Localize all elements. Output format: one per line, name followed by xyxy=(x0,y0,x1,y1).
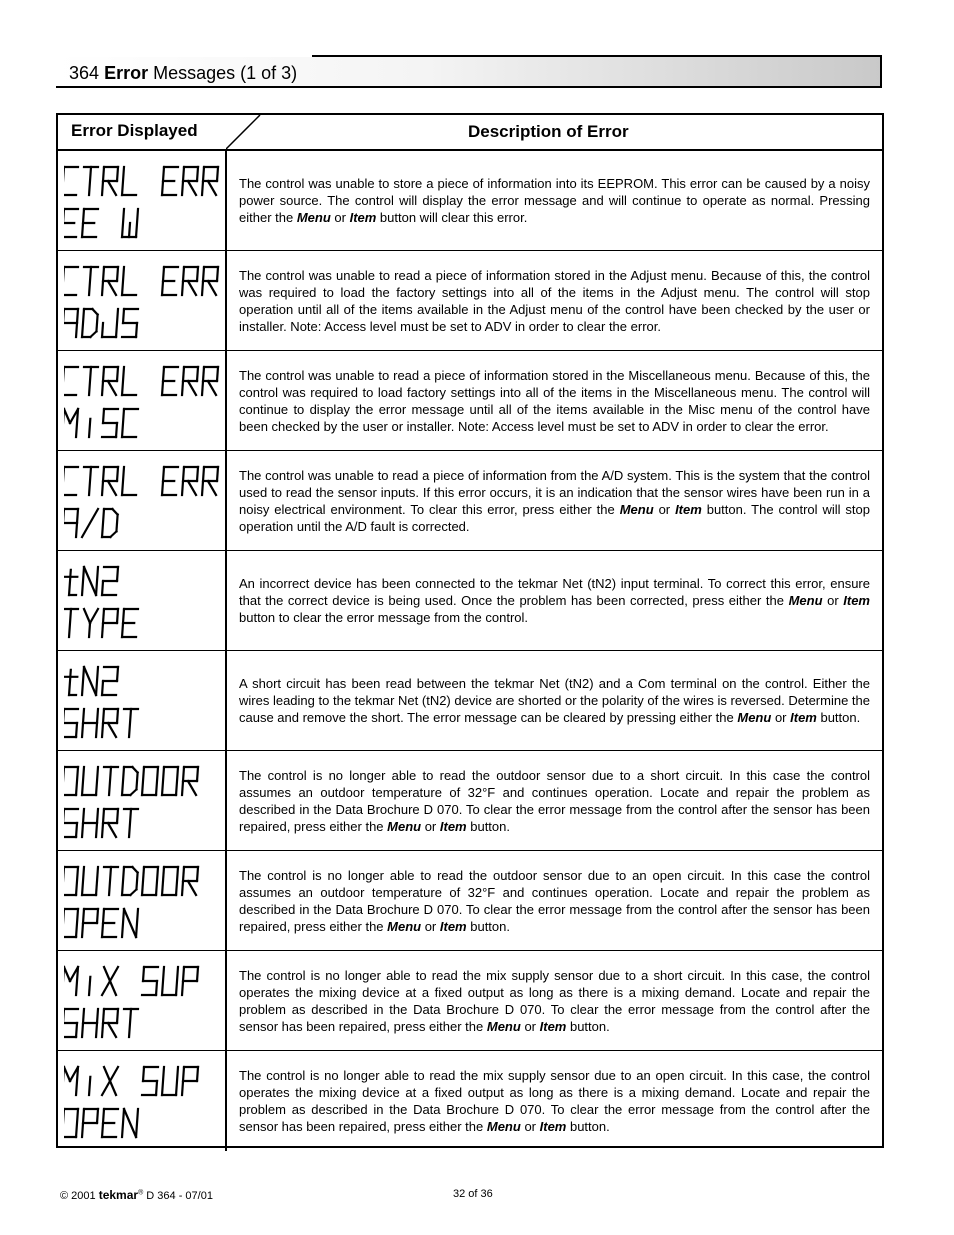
error-display-cell xyxy=(58,251,227,350)
lcd-character xyxy=(82,867,98,895)
error-description-cell xyxy=(239,251,870,350)
lcd-display xyxy=(64,863,224,943)
lcd-character xyxy=(122,809,138,837)
description-text: The control was unable to read a piece of information stored in the Adjust menu. Because of this, the control was required to load the factory settings into all of the items in the Adjust menu. The control will stop operation until all of the items available in the Adjust menu of the control have been checked by the user or installer. Note: Access level must be set to ADV in order to clear the error. xyxy=(239,267,870,334)
lcd-character xyxy=(182,767,198,795)
table-header xyxy=(58,115,882,151)
lcd-character xyxy=(64,367,78,395)
lcd-character xyxy=(89,977,90,995)
error-description xyxy=(239,575,870,626)
lcd-character xyxy=(82,209,98,237)
lcd-character xyxy=(122,367,138,395)
error-display-cell xyxy=(58,451,227,550)
lcd-character xyxy=(82,609,98,637)
lcd-character xyxy=(82,167,98,195)
lcd-character xyxy=(102,809,118,837)
lcd-display xyxy=(64,163,224,243)
lcd-character xyxy=(82,467,98,495)
description-text: or xyxy=(822,593,844,608)
lcd-character xyxy=(102,609,118,637)
title-bold: Error xyxy=(104,63,149,83)
lcd-character xyxy=(162,1067,178,1095)
lcd-character xyxy=(82,267,98,295)
lcd-character xyxy=(122,867,138,895)
description-text: button. xyxy=(816,710,861,725)
description-text: button will clear this error. xyxy=(376,210,528,225)
lcd-character xyxy=(64,967,78,995)
error-table xyxy=(56,113,884,1148)
lcd-character xyxy=(182,1067,198,1095)
lcd-character xyxy=(162,967,178,995)
lcd-character xyxy=(64,909,78,937)
error-description-cell xyxy=(239,851,870,950)
lcd-character xyxy=(142,767,158,795)
button-name: Menu xyxy=(788,593,823,608)
lcd-display xyxy=(64,563,224,643)
lcd-character xyxy=(82,1109,98,1137)
table-row xyxy=(58,751,882,851)
lcd-character xyxy=(162,167,178,195)
lcd-character xyxy=(182,167,198,195)
title-prefix: 364 xyxy=(69,63,100,83)
error-description-cell xyxy=(239,351,870,450)
button-name: Item xyxy=(439,918,467,934)
lcd-character xyxy=(122,609,138,637)
button-name: Menu xyxy=(619,501,654,517)
lcd-character xyxy=(122,1109,138,1137)
button-name: Menu xyxy=(296,210,331,225)
description-text: The control was unable to read a piece of information from the A/D system. This is the system that the control used to read the sensor inputs. If this error occurs, it is an indication that the sensor wires have been run in a noisy electrical environment. To clear this error, press either the xyxy=(239,467,870,517)
button-name: Menu xyxy=(387,918,422,934)
lcd-character xyxy=(89,419,90,437)
description-text: The control is no longer able to read the mix supply sensor due to a short circuit. In this case, the control operates the mixing device at a fixed output as long as there is a mixing demand. Locate and repair the problem as described in the Data Brochure D 070. To clear the error message from the control after the sensor has been repaired, press either the xyxy=(239,967,870,1034)
description-text: or xyxy=(421,818,440,834)
button-name: Menu xyxy=(387,818,422,834)
lcd-character xyxy=(162,467,178,495)
header-divider xyxy=(226,115,266,149)
lcd-character xyxy=(64,167,78,195)
lcd-display xyxy=(64,363,224,443)
table-row xyxy=(58,351,882,451)
lcd-character xyxy=(82,767,98,795)
error-description xyxy=(239,267,870,335)
description-text: button. xyxy=(566,1119,610,1134)
error-description-cell xyxy=(239,1051,870,1151)
lcd-character xyxy=(89,1077,90,1095)
error-description xyxy=(239,767,870,835)
button-name: Item xyxy=(675,501,702,517)
column-header-display: Error Displayed xyxy=(71,121,198,140)
lcd-display xyxy=(64,463,224,543)
error-display-cell xyxy=(58,651,227,750)
description-text: The control is no longer able to read the outdoor sensor due to an open circuit. In this case the control assumes an outdoor temperature of 32°F and continues operation. Locate and repair the problem as described in the Data Brochure D 070. To clear the error message from the control after the sensor has been repaired, press either the xyxy=(239,867,870,934)
button-name: Item xyxy=(843,593,870,608)
description-text: A short circuit has been read between the tekmar Net (tN2) and a Com terminal on the control. Either the wires leading to the tekmar Net (tN2) device are shorted or the polarity of the wires is reversed. Determine the cause and remove the short. The error message can be cleared by pressing either the xyxy=(239,676,870,725)
error-display-cell xyxy=(58,851,227,950)
lcd-character xyxy=(82,667,98,695)
lcd-character xyxy=(64,570,78,595)
lcd-character xyxy=(82,367,98,395)
lcd-character xyxy=(64,809,78,837)
lcd-character xyxy=(142,867,158,895)
error-description xyxy=(239,967,870,1035)
lcd-character xyxy=(82,509,98,537)
description-text: The control is no longer able to read the outdoor sensor due to a short circuit. In this case the control assumes an outdoor temperature of 32°F and continues operation. Locate and repair the problem as described in the Data Brochure D 070. To clear the error message from the control after the sensor has been repaired, press either the xyxy=(239,767,870,834)
lcd-character xyxy=(102,309,118,337)
error-description xyxy=(239,467,870,535)
lcd-character xyxy=(64,467,78,495)
lcd-display xyxy=(64,263,224,343)
table-row xyxy=(58,951,882,1051)
lcd-character xyxy=(102,909,118,937)
error-display-cell xyxy=(58,151,227,250)
lcd-character xyxy=(102,1067,118,1095)
lcd-character xyxy=(102,167,118,195)
lcd-character xyxy=(64,509,78,537)
lcd-character xyxy=(102,767,118,795)
table-row xyxy=(58,851,882,951)
table-body xyxy=(58,151,882,1146)
lcd-character xyxy=(102,509,118,537)
table-row xyxy=(58,651,882,751)
lcd-character xyxy=(122,167,138,195)
lcd-character xyxy=(122,409,138,437)
lcd-display xyxy=(64,663,224,743)
table-row xyxy=(58,1051,882,1151)
lcd-character xyxy=(182,267,198,295)
lcd-character xyxy=(162,367,178,395)
lcd-character xyxy=(122,467,138,495)
description-text: button. xyxy=(466,818,510,834)
description-text: or xyxy=(421,918,440,934)
lcd-character xyxy=(102,867,118,895)
lcd-character xyxy=(64,309,78,337)
lcd-character xyxy=(102,1009,118,1037)
lcd-character xyxy=(64,209,78,237)
description-text: An incorrect device has been connected to the tekmar Net (tN2) input terminal. To correct this error, ensure that the correct device is being used. Once the problem has been corrected, press either the xyxy=(239,576,870,608)
description-text: button. xyxy=(466,918,510,934)
lcd-character xyxy=(82,1009,98,1037)
lcd-character xyxy=(82,309,98,337)
lcd-display xyxy=(64,763,224,843)
description-text: button to clear the error message from the control. xyxy=(239,610,529,625)
lcd-character xyxy=(162,867,178,895)
error-description xyxy=(239,367,870,435)
button-name: Item xyxy=(539,1018,567,1034)
error-display-cell xyxy=(58,751,227,850)
lcd-character xyxy=(122,209,138,237)
lcd-character xyxy=(102,667,118,695)
lcd-character xyxy=(122,309,138,337)
lcd-character xyxy=(64,1009,78,1037)
lcd-character xyxy=(82,909,98,937)
lcd-character xyxy=(64,1109,78,1137)
lcd-character xyxy=(102,467,118,495)
lcd-character xyxy=(102,1109,118,1137)
title-suffix: Messages (1 of 3) xyxy=(153,63,298,83)
description-text: or xyxy=(771,710,791,725)
button-name: Item xyxy=(790,710,817,725)
document-code: D 364 - 07/01 xyxy=(146,1190,213,1202)
error-description-cell xyxy=(239,151,870,250)
lcd-character xyxy=(122,767,138,795)
lcd-character xyxy=(122,267,138,295)
error-description xyxy=(239,175,870,226)
table-row xyxy=(58,551,882,651)
lcd-character xyxy=(182,467,198,495)
description-text: The control was unable to store a piece of information into its EEPROM. This error can be caused by a noisy power source. The control will display the error message and will continue to operate as normal. Pressing either the xyxy=(239,176,870,225)
error-display-cell xyxy=(58,351,227,450)
page-header xyxy=(56,55,882,88)
error-description-cell xyxy=(239,651,870,750)
lcd-character xyxy=(64,670,78,695)
button-name: Menu xyxy=(486,1018,521,1034)
lcd-character xyxy=(102,967,118,995)
button-name: Menu xyxy=(737,710,772,725)
error-description xyxy=(239,675,870,726)
lcd-character xyxy=(64,267,78,295)
lcd-character xyxy=(102,367,118,395)
lcd-character xyxy=(122,1009,138,1037)
description-text: or xyxy=(330,210,350,225)
error-description xyxy=(239,1067,870,1135)
error-description-cell xyxy=(239,751,870,850)
lcd-character xyxy=(182,867,198,895)
lcd-character xyxy=(182,967,198,995)
brand-logo: tekmar xyxy=(98,1188,139,1202)
lcd-character xyxy=(142,967,158,995)
lcd-character xyxy=(102,567,118,595)
lcd-character xyxy=(64,609,78,637)
lcd-display xyxy=(64,1063,224,1143)
button-name: Menu xyxy=(486,1119,521,1134)
description-text: The control was unable to read a piece of information stored in the Miscellaneous menu. Because of this, the control was required to load factory settings into all of the items in the Miscellaneous menu. The control will continue to display the error message until all of the items available in the Misc menu of the control have been checked by the user or installer. Note: Access level must be set to ADV in order to clear the error. xyxy=(239,367,870,434)
lcd-character xyxy=(64,409,78,437)
table-row xyxy=(58,451,882,551)
button-name: Item xyxy=(349,210,377,225)
copyright: © 2001 xyxy=(60,1190,96,1202)
lcd-character xyxy=(64,1067,78,1095)
lcd-character xyxy=(82,709,98,737)
lcd-character xyxy=(64,709,78,737)
footer-left xyxy=(60,1188,213,1202)
column-header-description: Description of Error xyxy=(468,122,629,141)
table-row xyxy=(58,251,882,351)
lcd-character xyxy=(102,409,118,437)
lcd-character xyxy=(122,909,138,937)
table-row xyxy=(58,151,882,251)
lcd-character xyxy=(64,767,78,795)
lcd-character xyxy=(142,1067,158,1095)
description-text: button. The control will stop operation until the A/D fault is corrected. xyxy=(239,501,870,534)
lcd-character xyxy=(64,867,78,895)
description-text: or xyxy=(653,501,676,517)
lcd-character xyxy=(82,567,98,595)
lcd-display xyxy=(64,963,224,1043)
lcd-character xyxy=(202,267,218,295)
error-display-cell xyxy=(58,1051,227,1151)
description-text: The control is no longer able to read the mix supply sensor due to an open circuit. In this case, the control operates the mixing device at a fixed output as long as there is a mixing demand. Locate and repair the problem as described in the Data Brochure D 070. To clear the error message from the control after the sensor has been repaired, press either the xyxy=(239,1068,870,1134)
lcd-character xyxy=(202,367,218,395)
description-text: button. xyxy=(566,1018,610,1034)
error-description-cell xyxy=(239,951,870,1050)
page-title xyxy=(69,63,297,84)
description-text: or xyxy=(520,1018,540,1034)
lcd-character xyxy=(202,167,218,195)
error-description-cell xyxy=(239,451,870,550)
lcd-character xyxy=(102,709,118,737)
lcd-character xyxy=(162,767,178,795)
page-number: 32 of 36 xyxy=(453,1188,493,1200)
error-display-cell xyxy=(58,551,227,650)
error-description-cell xyxy=(239,551,870,650)
lcd-character xyxy=(102,267,118,295)
description-text: or xyxy=(520,1119,540,1134)
lcd-character xyxy=(122,709,138,737)
button-name: Item xyxy=(539,1119,567,1134)
lcd-character xyxy=(82,809,98,837)
error-description xyxy=(239,867,870,935)
lcd-character xyxy=(182,367,198,395)
error-display-cell xyxy=(58,951,227,1050)
lcd-character xyxy=(162,267,178,295)
button-name: Item xyxy=(439,818,467,834)
registered-mark: ® xyxy=(138,1189,144,1197)
lcd-character xyxy=(202,467,218,495)
